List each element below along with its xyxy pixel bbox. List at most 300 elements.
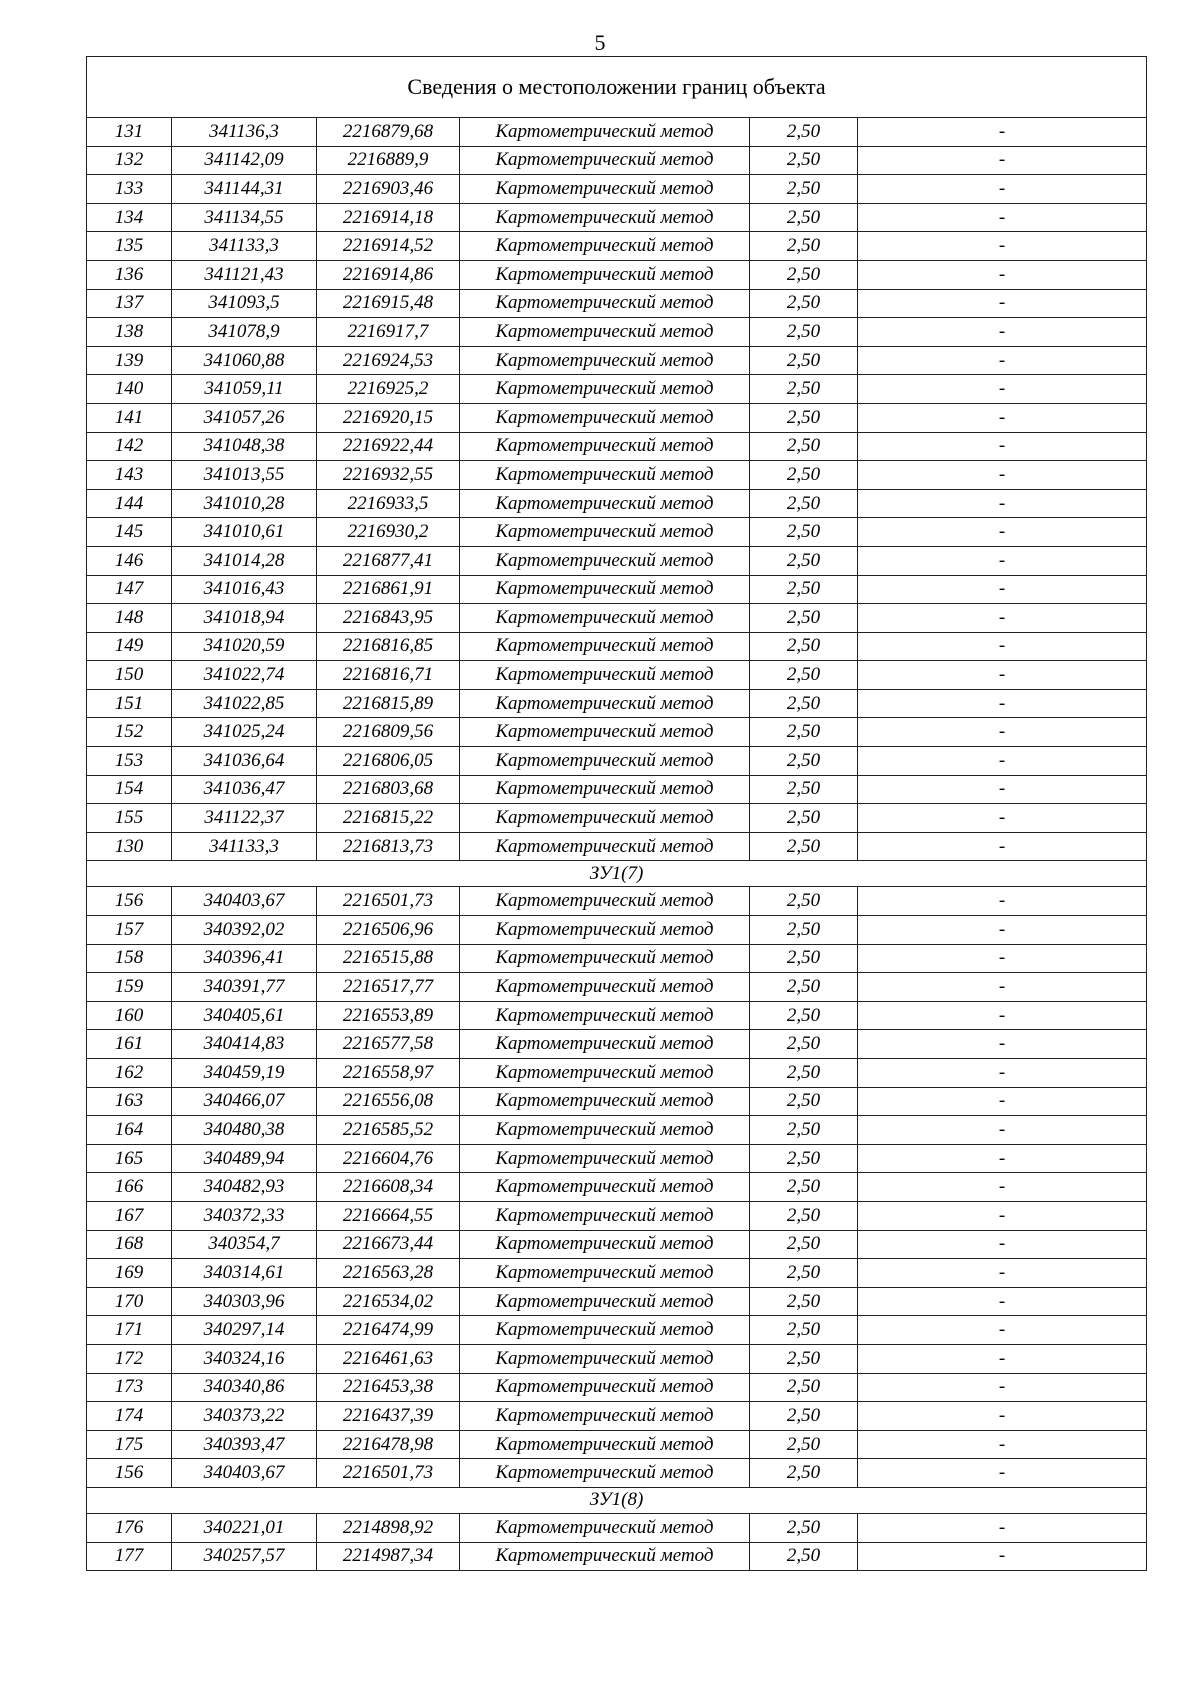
note-cell: - (858, 1373, 1147, 1402)
note-cell: - (858, 546, 1147, 575)
point-number-cell: 170 (87, 1287, 172, 1316)
y-coordinate-cell: 2214987,34 (317, 1542, 460, 1571)
x-coordinate-cell: 341048,38 (172, 432, 317, 461)
note-cell: - (858, 346, 1147, 375)
method-cell: Картометрический метод (460, 232, 750, 261)
point-number-cell: 172 (87, 1344, 172, 1373)
table-row (87, 718, 1147, 747)
point-number-cell: 142 (87, 432, 172, 461)
note-cell: - (858, 916, 1147, 945)
point-number-cell: 141 (87, 403, 172, 432)
method-cell: Картометрический метод (460, 632, 750, 661)
method-cell: Картометрический метод (460, 346, 750, 375)
boundary-coordinates-table (86, 56, 1147, 1571)
method-cell: Картометрический метод (460, 1087, 750, 1116)
method-cell: Картометрический метод (460, 175, 750, 204)
table-row (87, 203, 1147, 232)
x-coordinate-cell: 340405,61 (172, 1001, 317, 1030)
note-cell: - (858, 1402, 1147, 1431)
point-number-cell: 152 (87, 718, 172, 747)
x-coordinate-cell: 340396,41 (172, 944, 317, 973)
note-cell: - (858, 832, 1147, 861)
method-cell: Картометрический метод (460, 916, 750, 945)
note-cell: - (858, 1344, 1147, 1373)
x-coordinate-cell: 341013,55 (172, 461, 317, 490)
point-number-cell: 158 (87, 944, 172, 973)
note-cell: - (858, 118, 1147, 147)
note-cell: - (858, 1030, 1147, 1059)
table-row (87, 432, 1147, 461)
point-number-cell: 176 (87, 1513, 172, 1542)
method-cell: Картометрический метод (460, 489, 750, 518)
x-coordinate-cell: 341018,94 (172, 604, 317, 633)
note-cell: - (858, 718, 1147, 747)
y-coordinate-cell: 2216604,76 (317, 1144, 460, 1173)
note-cell: - (858, 1513, 1147, 1542)
accuracy-cell: 2,50 (750, 260, 858, 289)
x-coordinate-cell: 340480,38 (172, 1116, 317, 1145)
accuracy-cell: 2,50 (750, 1513, 858, 1542)
accuracy-cell: 2,50 (750, 232, 858, 261)
table-row (87, 1116, 1147, 1145)
accuracy-cell: 2,50 (750, 718, 858, 747)
table-row (87, 375, 1147, 404)
x-coordinate-cell: 340482,93 (172, 1173, 317, 1202)
accuracy-cell: 2,50 (750, 1116, 858, 1145)
x-coordinate-cell: 340393,47 (172, 1430, 317, 1459)
method-cell: Картометрический метод (460, 661, 750, 690)
y-coordinate-cell: 2216920,15 (317, 403, 460, 432)
point-number-cell: 137 (87, 289, 172, 318)
accuracy-cell: 2,50 (750, 203, 858, 232)
point-number-cell: 177 (87, 1542, 172, 1571)
table-row (87, 461, 1147, 490)
note-cell: - (858, 973, 1147, 1002)
x-coordinate-cell: 341144,31 (172, 175, 317, 204)
table-row (87, 1030, 1147, 1059)
note-cell: - (858, 604, 1147, 633)
point-number-cell: 131 (87, 118, 172, 147)
method-cell: Картометрический метод (460, 775, 750, 804)
note-cell: - (858, 232, 1147, 261)
table-row (87, 1144, 1147, 1173)
accuracy-cell: 2,50 (750, 318, 858, 347)
y-coordinate-cell: 2216585,52 (317, 1116, 460, 1145)
y-coordinate-cell: 2216809,56 (317, 718, 460, 747)
point-number-cell: 174 (87, 1402, 172, 1431)
x-coordinate-cell: 340392,02 (172, 916, 317, 945)
point-number-cell: 166 (87, 1173, 172, 1202)
table-row (87, 546, 1147, 575)
method-cell: Картометрический метод (460, 1316, 750, 1345)
y-coordinate-cell: 2216914,86 (317, 260, 460, 289)
y-coordinate-cell: 2216816,71 (317, 661, 460, 690)
method-cell: Картометрический метод (460, 1030, 750, 1059)
table-row (87, 1402, 1147, 1431)
y-coordinate-cell: 2216813,73 (317, 832, 460, 861)
y-coordinate-cell: 2216558,97 (317, 1059, 460, 1088)
x-coordinate-cell: 341022,74 (172, 661, 317, 690)
x-coordinate-cell: 340414,83 (172, 1030, 317, 1059)
accuracy-cell: 2,50 (750, 546, 858, 575)
table-title-row (87, 57, 1147, 118)
accuracy-cell: 2,50 (750, 1230, 858, 1259)
method-cell: Картометрический метод (460, 461, 750, 490)
method-cell: Картометрический метод (460, 1344, 750, 1373)
point-number-cell: 153 (87, 747, 172, 776)
point-number-cell: 167 (87, 1201, 172, 1230)
y-coordinate-cell: 2216889,9 (317, 146, 460, 175)
point-number-cell: 165 (87, 1144, 172, 1173)
x-coordinate-cell: 341060,88 (172, 346, 317, 375)
point-number-cell: 143 (87, 461, 172, 490)
method-cell: Картометрический метод (460, 1201, 750, 1230)
method-cell: Картометрический метод (460, 518, 750, 547)
method-cell: Картометрический метод (460, 203, 750, 232)
method-cell: Картометрический метод (460, 575, 750, 604)
method-cell: Картометрический метод (460, 1430, 750, 1459)
accuracy-cell: 2,50 (750, 1001, 858, 1030)
y-coordinate-cell: 2216461,63 (317, 1344, 460, 1373)
accuracy-cell: 2,50 (750, 1402, 858, 1431)
note-cell: - (858, 1001, 1147, 1030)
x-coordinate-cell: 340466,07 (172, 1087, 317, 1116)
point-number-cell: 159 (87, 973, 172, 1002)
table-row (87, 747, 1147, 776)
y-coordinate-cell: 2216501,73 (317, 887, 460, 916)
accuracy-cell: 2,50 (750, 1201, 858, 1230)
x-coordinate-cell: 341057,26 (172, 403, 317, 432)
x-coordinate-cell: 341036,47 (172, 775, 317, 804)
y-coordinate-cell: 2216437,39 (317, 1402, 460, 1431)
y-coordinate-cell: 2216932,55 (317, 461, 460, 490)
method-cell: Картометрический метод (460, 604, 750, 633)
x-coordinate-cell: 340354,7 (172, 1230, 317, 1259)
x-coordinate-cell: 341059,11 (172, 375, 317, 404)
y-coordinate-cell: 2216924,53 (317, 346, 460, 375)
note-cell: - (858, 632, 1147, 661)
note-cell: - (858, 403, 1147, 432)
y-coordinate-cell: 2216903,46 (317, 175, 460, 204)
table-row (87, 1259, 1147, 1288)
point-number-cell: 161 (87, 1030, 172, 1059)
method-cell: Картометрический метод (460, 118, 750, 147)
method-cell: Картометрический метод (460, 318, 750, 347)
x-coordinate-cell: 340391,77 (172, 973, 317, 1002)
table-row (87, 1059, 1147, 1088)
method-cell: Картометрический метод (460, 689, 750, 718)
accuracy-cell: 2,50 (750, 146, 858, 175)
y-coordinate-cell: 2216608,34 (317, 1173, 460, 1202)
note-cell: - (858, 1116, 1147, 1145)
method-cell: Картометрический метод (460, 1402, 750, 1431)
table-row (87, 1373, 1147, 1402)
accuracy-cell: 2,50 (750, 461, 858, 490)
x-coordinate-cell: 340257,57 (172, 1542, 317, 1571)
x-coordinate-cell: 340303,96 (172, 1287, 317, 1316)
x-coordinate-cell: 340314,61 (172, 1259, 317, 1288)
accuracy-cell: 2,50 (750, 432, 858, 461)
accuracy-cell: 2,50 (750, 375, 858, 404)
method-cell: Картометрический метод (460, 832, 750, 861)
note-cell: - (858, 1230, 1147, 1259)
note-cell: - (858, 146, 1147, 175)
x-coordinate-cell: 340403,67 (172, 887, 317, 916)
point-number-cell: 147 (87, 575, 172, 604)
note-cell: - (858, 1173, 1147, 1202)
method-cell: Картометрический метод (460, 944, 750, 973)
note-cell: - (858, 887, 1147, 916)
accuracy-cell: 2,50 (750, 973, 858, 1002)
accuracy-cell: 2,50 (750, 1344, 858, 1373)
accuracy-cell: 2,50 (750, 747, 858, 776)
note-cell: - (858, 289, 1147, 318)
y-coordinate-cell: 2216478,98 (317, 1430, 460, 1459)
y-coordinate-cell: 2216534,02 (317, 1287, 460, 1316)
y-coordinate-cell: 2216915,48 (317, 289, 460, 318)
point-number-cell: 155 (87, 804, 172, 833)
method-cell: Картометрический метод (460, 260, 750, 289)
table-row (87, 146, 1147, 175)
method-cell: Картометрический метод (460, 1144, 750, 1173)
accuracy-cell: 2,50 (750, 944, 858, 973)
note-cell: - (858, 318, 1147, 347)
accuracy-cell: 2,50 (750, 832, 858, 861)
section-row (87, 861, 1147, 887)
point-number-cell: 139 (87, 346, 172, 375)
y-coordinate-cell: 2216816,85 (317, 632, 460, 661)
note-cell: - (858, 661, 1147, 690)
accuracy-cell: 2,50 (750, 1542, 858, 1571)
method-cell: Картометрический метод (460, 1459, 750, 1488)
note-cell: - (858, 1144, 1147, 1173)
y-coordinate-cell: 2216515,88 (317, 944, 460, 973)
method-cell: Картометрический метод (460, 1059, 750, 1088)
table-row (87, 832, 1147, 861)
x-coordinate-cell: 340372,33 (172, 1201, 317, 1230)
point-number-cell: 162 (87, 1059, 172, 1088)
x-coordinate-cell: 340297,14 (172, 1316, 317, 1345)
method-cell: Картометрический метод (460, 403, 750, 432)
table-row (87, 1459, 1147, 1488)
y-coordinate-cell: 2216506,96 (317, 916, 460, 945)
x-coordinate-cell: 341036,64 (172, 747, 317, 776)
x-coordinate-cell: 340489,94 (172, 1144, 317, 1173)
note-cell: - (858, 260, 1147, 289)
x-coordinate-cell: 341022,85 (172, 689, 317, 718)
y-coordinate-cell: 2216517,77 (317, 973, 460, 1002)
method-cell: Картометрический метод (460, 718, 750, 747)
page-number: 5 (594, 30, 606, 55)
x-coordinate-cell: 340324,16 (172, 1344, 317, 1373)
point-number-cell: 154 (87, 775, 172, 804)
x-coordinate-cell: 340373,22 (172, 1402, 317, 1431)
y-coordinate-cell: 2216877,41 (317, 546, 460, 575)
note-cell: - (858, 804, 1147, 833)
table-row (87, 632, 1147, 661)
accuracy-cell: 2,50 (750, 916, 858, 945)
accuracy-cell: 2,50 (750, 518, 858, 547)
table-row (87, 804, 1147, 833)
x-coordinate-cell: 341136,3 (172, 118, 317, 147)
point-number-cell: 145 (87, 518, 172, 547)
point-number-cell: 156 (87, 1459, 172, 1488)
method-cell: Картометрический метод (460, 804, 750, 833)
x-coordinate-cell: 341142,09 (172, 146, 317, 175)
x-coordinate-cell: 341078,9 (172, 318, 317, 347)
accuracy-cell: 2,50 (750, 604, 858, 633)
y-coordinate-cell: 2216922,44 (317, 432, 460, 461)
table-row (87, 1001, 1147, 1030)
point-number-cell: 163 (87, 1087, 172, 1116)
y-coordinate-cell: 2216861,91 (317, 575, 460, 604)
accuracy-cell: 2,50 (750, 1259, 858, 1288)
point-number-cell: 138 (87, 318, 172, 347)
table-row (87, 1230, 1147, 1259)
accuracy-cell: 2,50 (750, 289, 858, 318)
point-number-cell: 173 (87, 1373, 172, 1402)
point-number-cell: 134 (87, 203, 172, 232)
point-number-cell: 164 (87, 1116, 172, 1145)
method-cell: Картометрический метод (460, 289, 750, 318)
accuracy-cell: 2,50 (750, 804, 858, 833)
method-cell: Картометрический метод (460, 1173, 750, 1202)
x-coordinate-cell: 341133,3 (172, 832, 317, 861)
x-coordinate-cell: 341134,55 (172, 203, 317, 232)
point-number-cell: 150 (87, 661, 172, 690)
table-row (87, 1287, 1147, 1316)
note-cell: - (858, 1459, 1147, 1488)
method-cell: Картометрический метод (460, 1259, 750, 1288)
x-coordinate-cell: 340459,19 (172, 1059, 317, 1088)
accuracy-cell: 2,50 (750, 1430, 858, 1459)
point-number-cell: 168 (87, 1230, 172, 1259)
point-number-cell: 171 (87, 1316, 172, 1345)
accuracy-cell: 2,50 (750, 1087, 858, 1116)
accuracy-cell: 2,50 (750, 175, 858, 204)
table-row (87, 318, 1147, 347)
y-coordinate-cell: 2216843,95 (317, 604, 460, 633)
y-coordinate-cell: 2216914,52 (317, 232, 460, 261)
method-cell: Картометрический метод (460, 973, 750, 1002)
accuracy-cell: 2,50 (750, 1459, 858, 1488)
y-coordinate-cell: 2216577,58 (317, 1030, 460, 1059)
method-cell: Картометрический метод (460, 1513, 750, 1542)
note-cell: - (858, 175, 1147, 204)
point-number-cell: 175 (87, 1430, 172, 1459)
table-row (87, 1542, 1147, 1571)
accuracy-cell: 2,50 (750, 1173, 858, 1202)
table-row (87, 1430, 1147, 1459)
method-cell: Картометрический метод (460, 432, 750, 461)
note-cell: - (858, 518, 1147, 547)
accuracy-cell: 2,50 (750, 403, 858, 432)
y-coordinate-cell: 2216917,7 (317, 318, 460, 347)
table-row (87, 604, 1147, 633)
x-coordinate-cell: 341020,59 (172, 632, 317, 661)
y-coordinate-cell: 2216925,2 (317, 375, 460, 404)
section-row (87, 1487, 1147, 1513)
table-row (87, 887, 1147, 916)
section-label: ЗУ1(8) (87, 1487, 1147, 1513)
table-title: Сведения о местоположении границ объекта (87, 57, 1147, 118)
x-coordinate-cell: 341121,43 (172, 260, 317, 289)
accuracy-cell: 2,50 (750, 489, 858, 518)
method-cell: Картометрический метод (460, 747, 750, 776)
y-coordinate-cell: 2216453,38 (317, 1373, 460, 1402)
x-coordinate-cell: 341122,37 (172, 804, 317, 833)
y-coordinate-cell: 2216803,68 (317, 775, 460, 804)
y-coordinate-cell: 2216553,89 (317, 1001, 460, 1030)
point-number-cell: 135 (87, 232, 172, 261)
note-cell: - (858, 1287, 1147, 1316)
table-row (87, 575, 1147, 604)
method-cell: Картометрический метод (460, 1001, 750, 1030)
method-cell: Картометрический метод (460, 375, 750, 404)
point-number-cell: 148 (87, 604, 172, 633)
y-coordinate-cell: 2216914,18 (317, 203, 460, 232)
table-row (87, 689, 1147, 718)
table-row (87, 1344, 1147, 1373)
table-row (87, 289, 1147, 318)
point-number-cell: 160 (87, 1001, 172, 1030)
point-number-cell: 149 (87, 632, 172, 661)
point-number-cell: 130 (87, 832, 172, 861)
x-coordinate-cell: 341014,28 (172, 546, 317, 575)
note-cell: - (858, 747, 1147, 776)
table-row (87, 661, 1147, 690)
y-coordinate-cell: 2216815,22 (317, 804, 460, 833)
point-number-cell: 136 (87, 260, 172, 289)
table-row (87, 775, 1147, 804)
accuracy-cell: 2,50 (750, 1373, 858, 1402)
table-row (87, 403, 1147, 432)
table-row (87, 489, 1147, 518)
table-row (87, 1087, 1147, 1116)
note-cell: - (858, 432, 1147, 461)
note-cell: - (858, 1087, 1147, 1116)
y-coordinate-cell: 2216563,28 (317, 1259, 460, 1288)
note-cell: - (858, 1316, 1147, 1345)
table-row (87, 232, 1147, 261)
note-cell: - (858, 1430, 1147, 1459)
x-coordinate-cell: 341133,3 (172, 232, 317, 261)
y-coordinate-cell: 2216673,44 (317, 1230, 460, 1259)
method-cell: Картометрический метод (460, 146, 750, 175)
x-coordinate-cell: 341010,28 (172, 489, 317, 518)
y-coordinate-cell: 2214898,92 (317, 1513, 460, 1542)
y-coordinate-cell: 2216556,08 (317, 1087, 460, 1116)
x-coordinate-cell: 341025,24 (172, 718, 317, 747)
x-coordinate-cell: 341010,61 (172, 518, 317, 547)
accuracy-cell: 2,50 (750, 775, 858, 804)
note-cell: - (858, 944, 1147, 973)
note-cell: - (858, 1259, 1147, 1288)
accuracy-cell: 2,50 (750, 887, 858, 916)
method-cell: Картометрический метод (460, 546, 750, 575)
accuracy-cell: 2,50 (750, 1030, 858, 1059)
y-coordinate-cell: 2216933,5 (317, 489, 460, 518)
note-cell: - (858, 775, 1147, 804)
accuracy-cell: 2,50 (750, 689, 858, 718)
table-row (87, 118, 1147, 147)
table-row (87, 1201, 1147, 1230)
point-number-cell: 151 (87, 689, 172, 718)
table-row (87, 944, 1147, 973)
accuracy-cell: 2,50 (750, 575, 858, 604)
point-number-cell: 132 (87, 146, 172, 175)
table-row (87, 973, 1147, 1002)
